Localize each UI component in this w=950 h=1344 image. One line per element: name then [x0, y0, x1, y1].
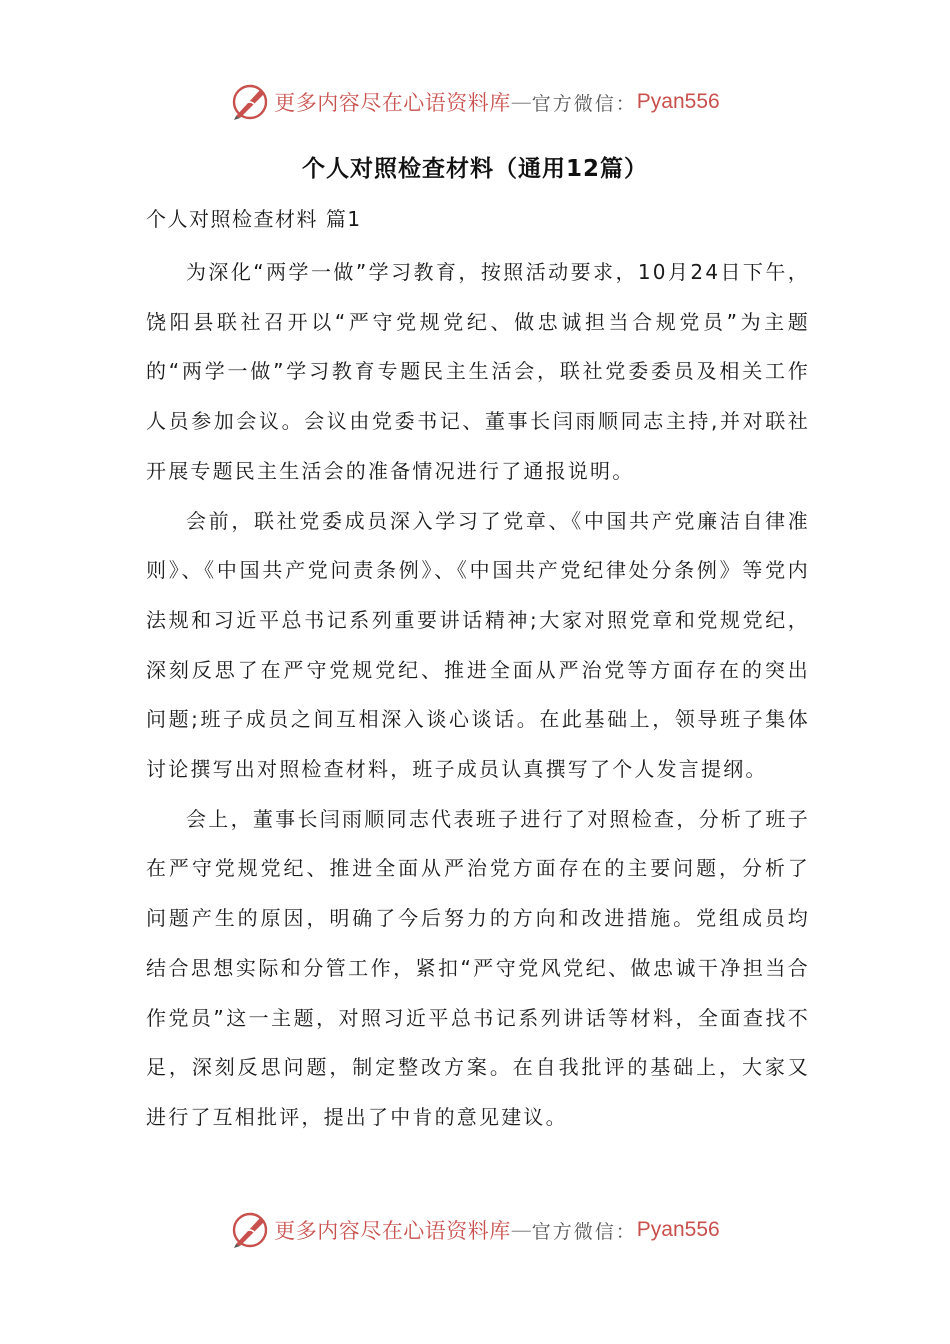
watermark-wechat-label: 官方微信： — [531, 92, 637, 115]
watermark-separator: — — [510, 1218, 532, 1242]
body-paragraph: 会上，董事长闫雨顺同志代表班子进行了对照检查，分析了班子在严守党规党纪、推进全面从严治党方面存在的主要问题，分析了问题产生的原因，明确了今后努力的方向和改进措施。党组成员均结合思想实际和分管工作，紧扣“严守党风党纪、做忠诚干净担当合作党员”这一主题，对照习近平总书记系列讲话等材料，全面查找不足，深刻反思问题，制定整改方案。在自我批评的基础上，大家又进行了互相批评，提出了中肯的意见建议。 — [146, 806, 810, 1129]
footer-watermark-banner — [0, 1208, 950, 1252]
watermark-wechat-id: Pyan556 — [636, 90, 720, 113]
header-watermark-banner — [0, 80, 950, 124]
section-heading: 个人对照检查材料 篇1 — [146, 207, 362, 231]
watermark-brand-text: 更多内容尽在心语资料库 — [274, 91, 511, 115]
body-paragraph: 会前，联社党委成员深入学习了党章、《中国共产党廉洁自律准则》、《中国共产党问责条例》、《中国共产党纪律处分条例》等党内法规和习近平总书记系列重要讲话精神;大家对照党章和党规党纪，深刻反思了在严守党规党纪、推进全面从严治党等方面存在的突出问题;班子成员之间互相深入谈心谈话。在此基础上，领导班子集体讨论撰写出对照检查材料，班子成员认真撰写了个人发言提纲。 — [146, 508, 810, 782]
watermark-brand-text: 更多内容尽在心语资料库 — [274, 1219, 511, 1243]
watermark-wechat-label: 官方微信： — [531, 1220, 637, 1243]
pen-logo-icon — [230, 82, 270, 122]
pen-logo-icon — [230, 1210, 270, 1250]
body-paragraph: 为深化“两学一做”学习教育，按照活动要求，10月24日下午，饶阳县联社召开以“严守党规党纪、做忠诚担当合规党员”为主题的“两学一做”学习教育专题民主生活会，联社党委委员及相关工作人员参加会议。会议由党委书记、董事长闫雨顺同志主持,并对联社开展专题民主生活会的准备情况进行了通报说明。 — [146, 260, 810, 483]
document-title: 个人对照检查材料（通用12篇） — [301, 156, 648, 182]
document-body — [146, 248, 810, 1143]
watermark-wechat-id: Pyan556 — [636, 1218, 720, 1241]
watermark-separator: — — [510, 90, 532, 114]
